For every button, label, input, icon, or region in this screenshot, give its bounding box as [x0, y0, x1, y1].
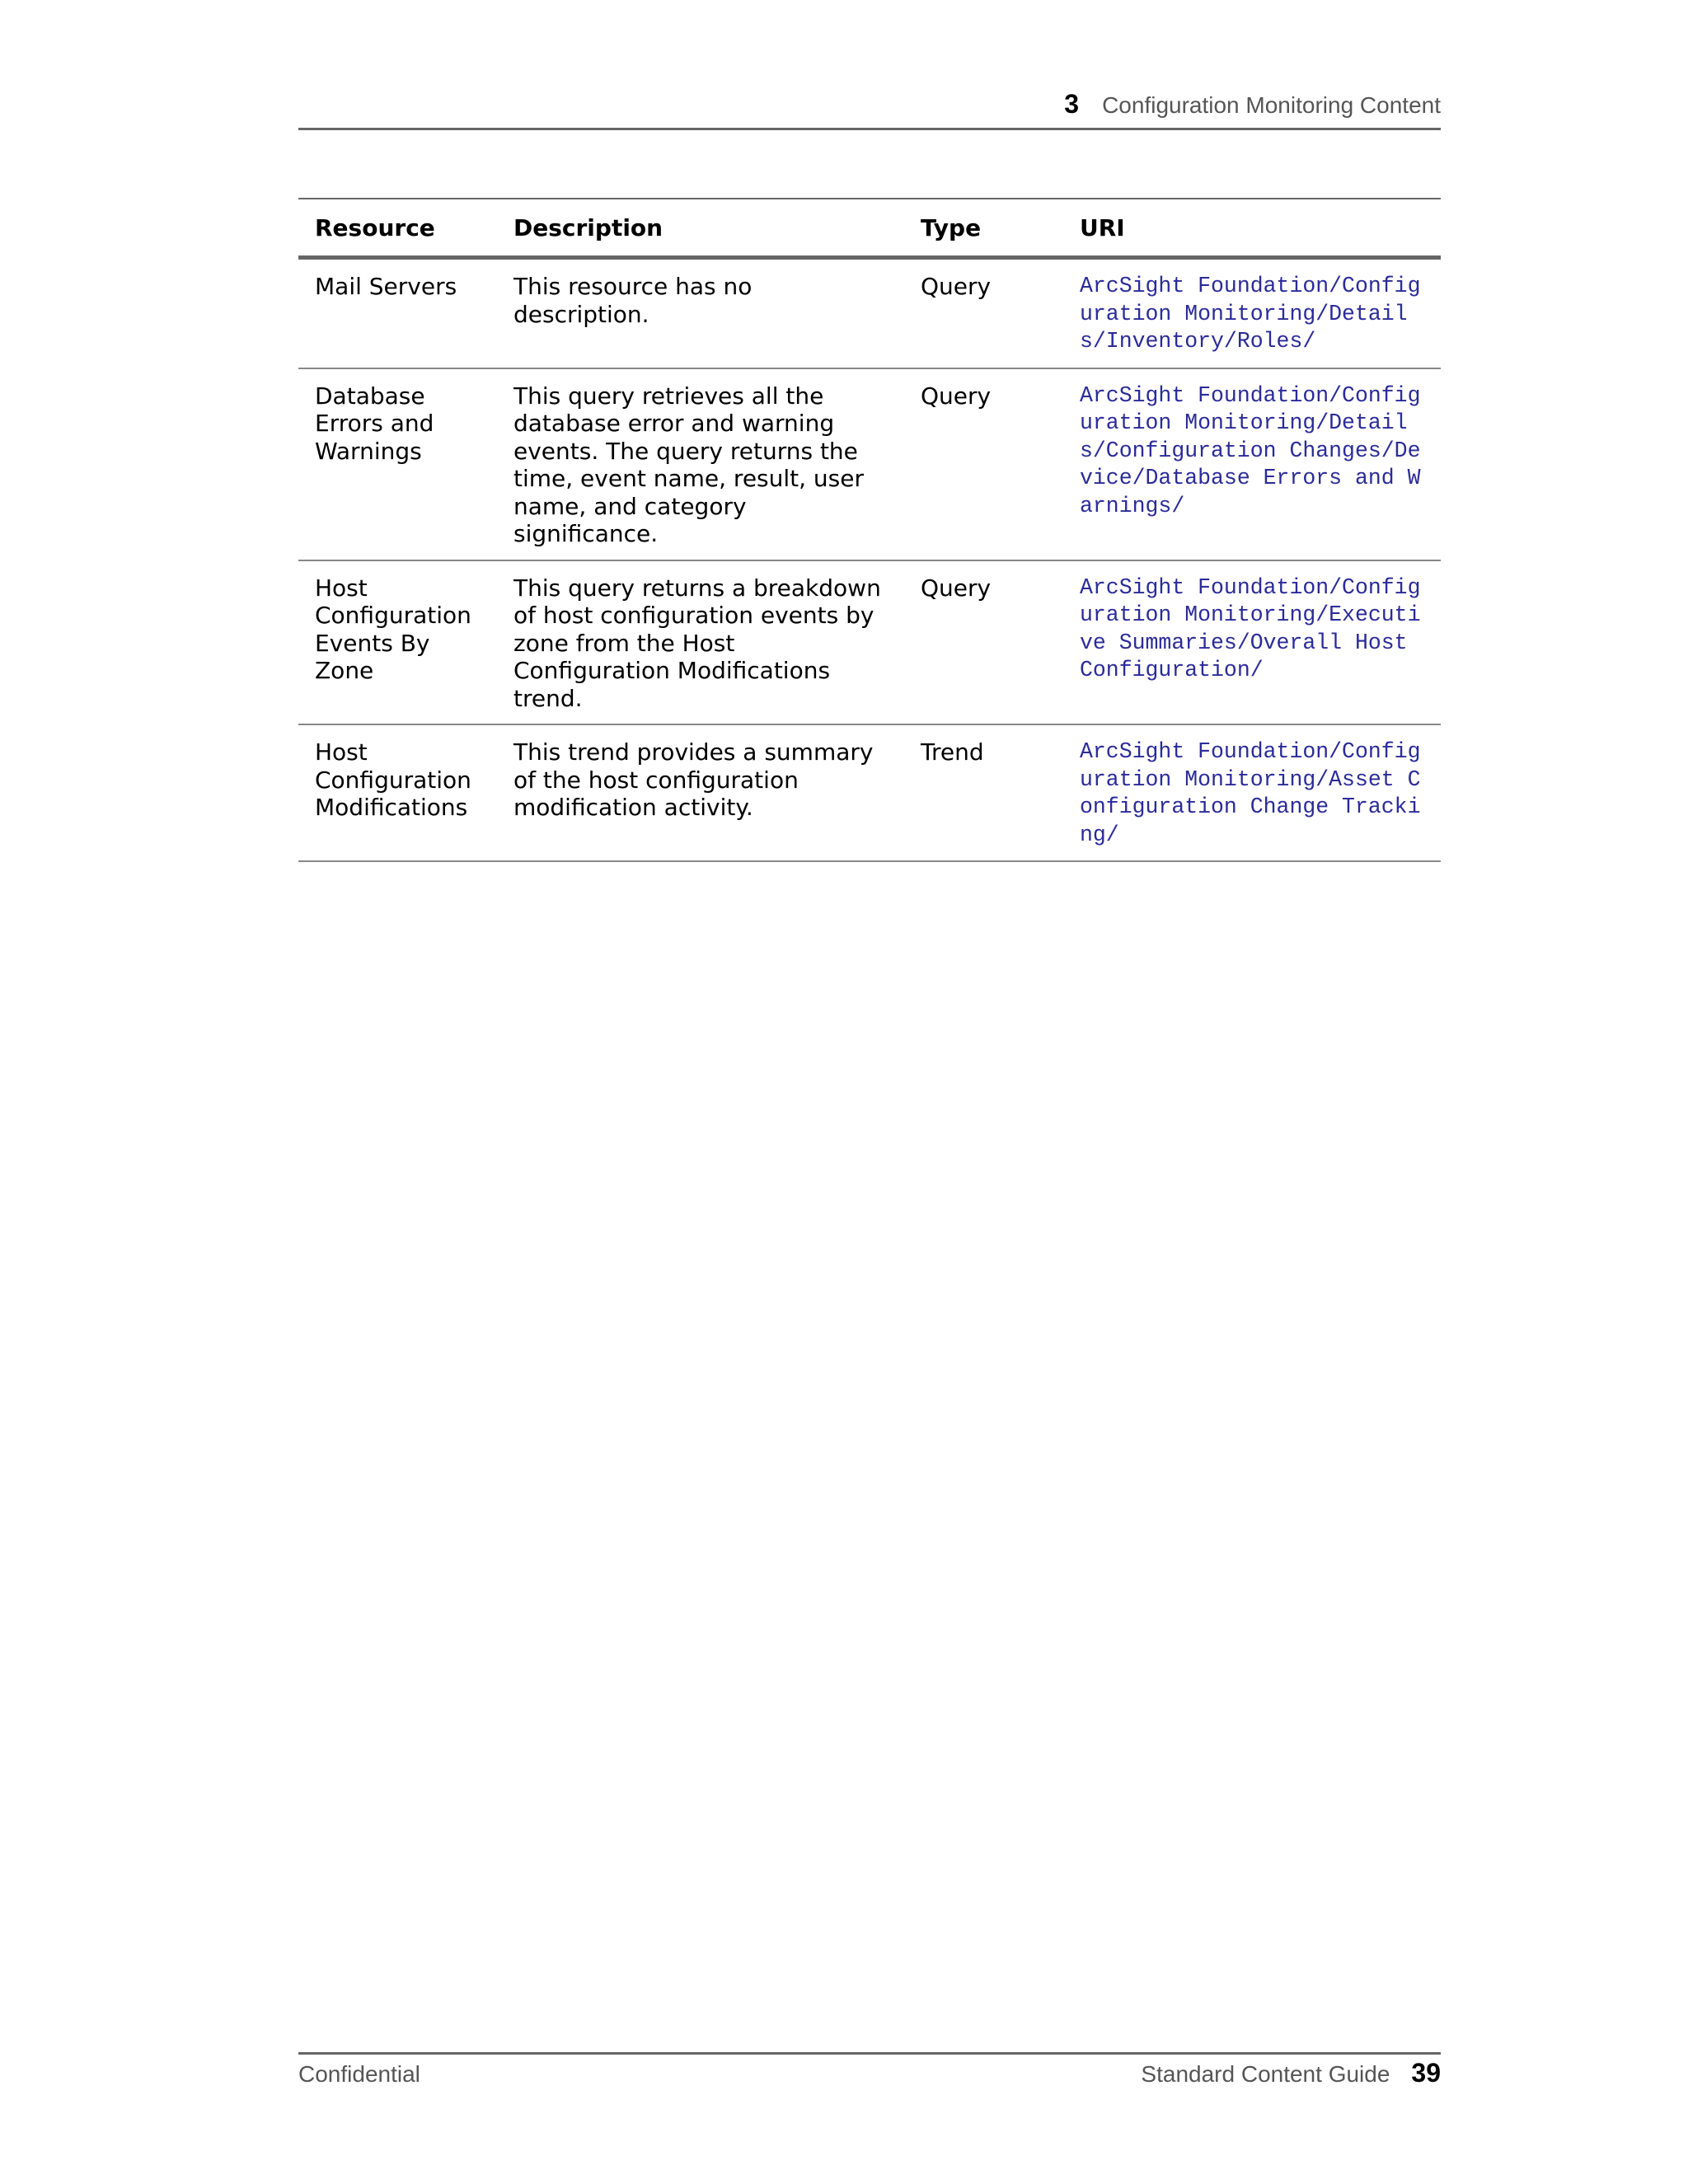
description-cell: This query returns a breakdown of host configuration events by zone from the Host Configuration Modifications trend.: [497, 560, 904, 725]
chapter-title: Configuration Monitoring Content: [1102, 92, 1441, 118]
resource-cell: Database Errors and Warnings: [298, 368, 497, 560]
table-row: [298, 724, 1441, 861]
guide-title: Standard Content Guide: [1141, 2061, 1390, 2087]
table-header-row: [298, 199, 1441, 258]
table-row: [298, 560, 1441, 725]
description-cell: This resource has no description.: [497, 258, 904, 368]
description-cell: This trend provides a summary of the host configuration modification activity.: [497, 724, 904, 861]
page-footer: [298, 2052, 1441, 2102]
uri-cell: ArcSight Foundation/Configuration Monitoring/Details/Configuration Changes/Device/Database Errors and Warnings/: [1063, 368, 1441, 560]
type-cell: Query: [904, 368, 1063, 560]
type-cell: Query: [904, 258, 1063, 368]
page-number: 39: [1411, 2058, 1441, 2088]
table-row: [298, 258, 1441, 368]
chapter-number: 3: [1064, 89, 1080, 119]
column-header-resource: Resource: [298, 199, 497, 258]
type-cell: Query: [904, 560, 1063, 725]
resource-table: [298, 198, 1441, 862]
resource-cell: Mail Servers: [298, 258, 497, 368]
column-header-description: Description: [497, 199, 904, 258]
footer-right: [1141, 2058, 1441, 2088]
description-cell: This query retrieves all the database error and warning events. The query returns the time, event name, result, user name, and category significance.: [497, 368, 904, 560]
uri-cell: ArcSight Foundation/Configuration Monitoring/Details/Inventory/Roles/: [1063, 258, 1441, 368]
column-header-uri: URI: [1063, 199, 1441, 258]
uri-cell: ArcSight Foundation/Configuration Monitoring/Asset Configuration Change Tracking/: [1063, 724, 1441, 861]
confidential-label: Confidential: [298, 2061, 420, 2087]
uri-cell: ArcSight Foundation/Configuration Monitoring/Executive Summaries/Overall Host Configuration/: [1063, 560, 1441, 725]
resource-cell: Host Configuration Events By Zone: [298, 560, 497, 725]
table-row: [298, 368, 1441, 560]
type-cell: Trend: [904, 724, 1063, 861]
resource-cell: Host Configuration Modifications: [298, 724, 497, 861]
column-header-type: Type: [904, 199, 1063, 258]
page-header: [298, 89, 1441, 130]
